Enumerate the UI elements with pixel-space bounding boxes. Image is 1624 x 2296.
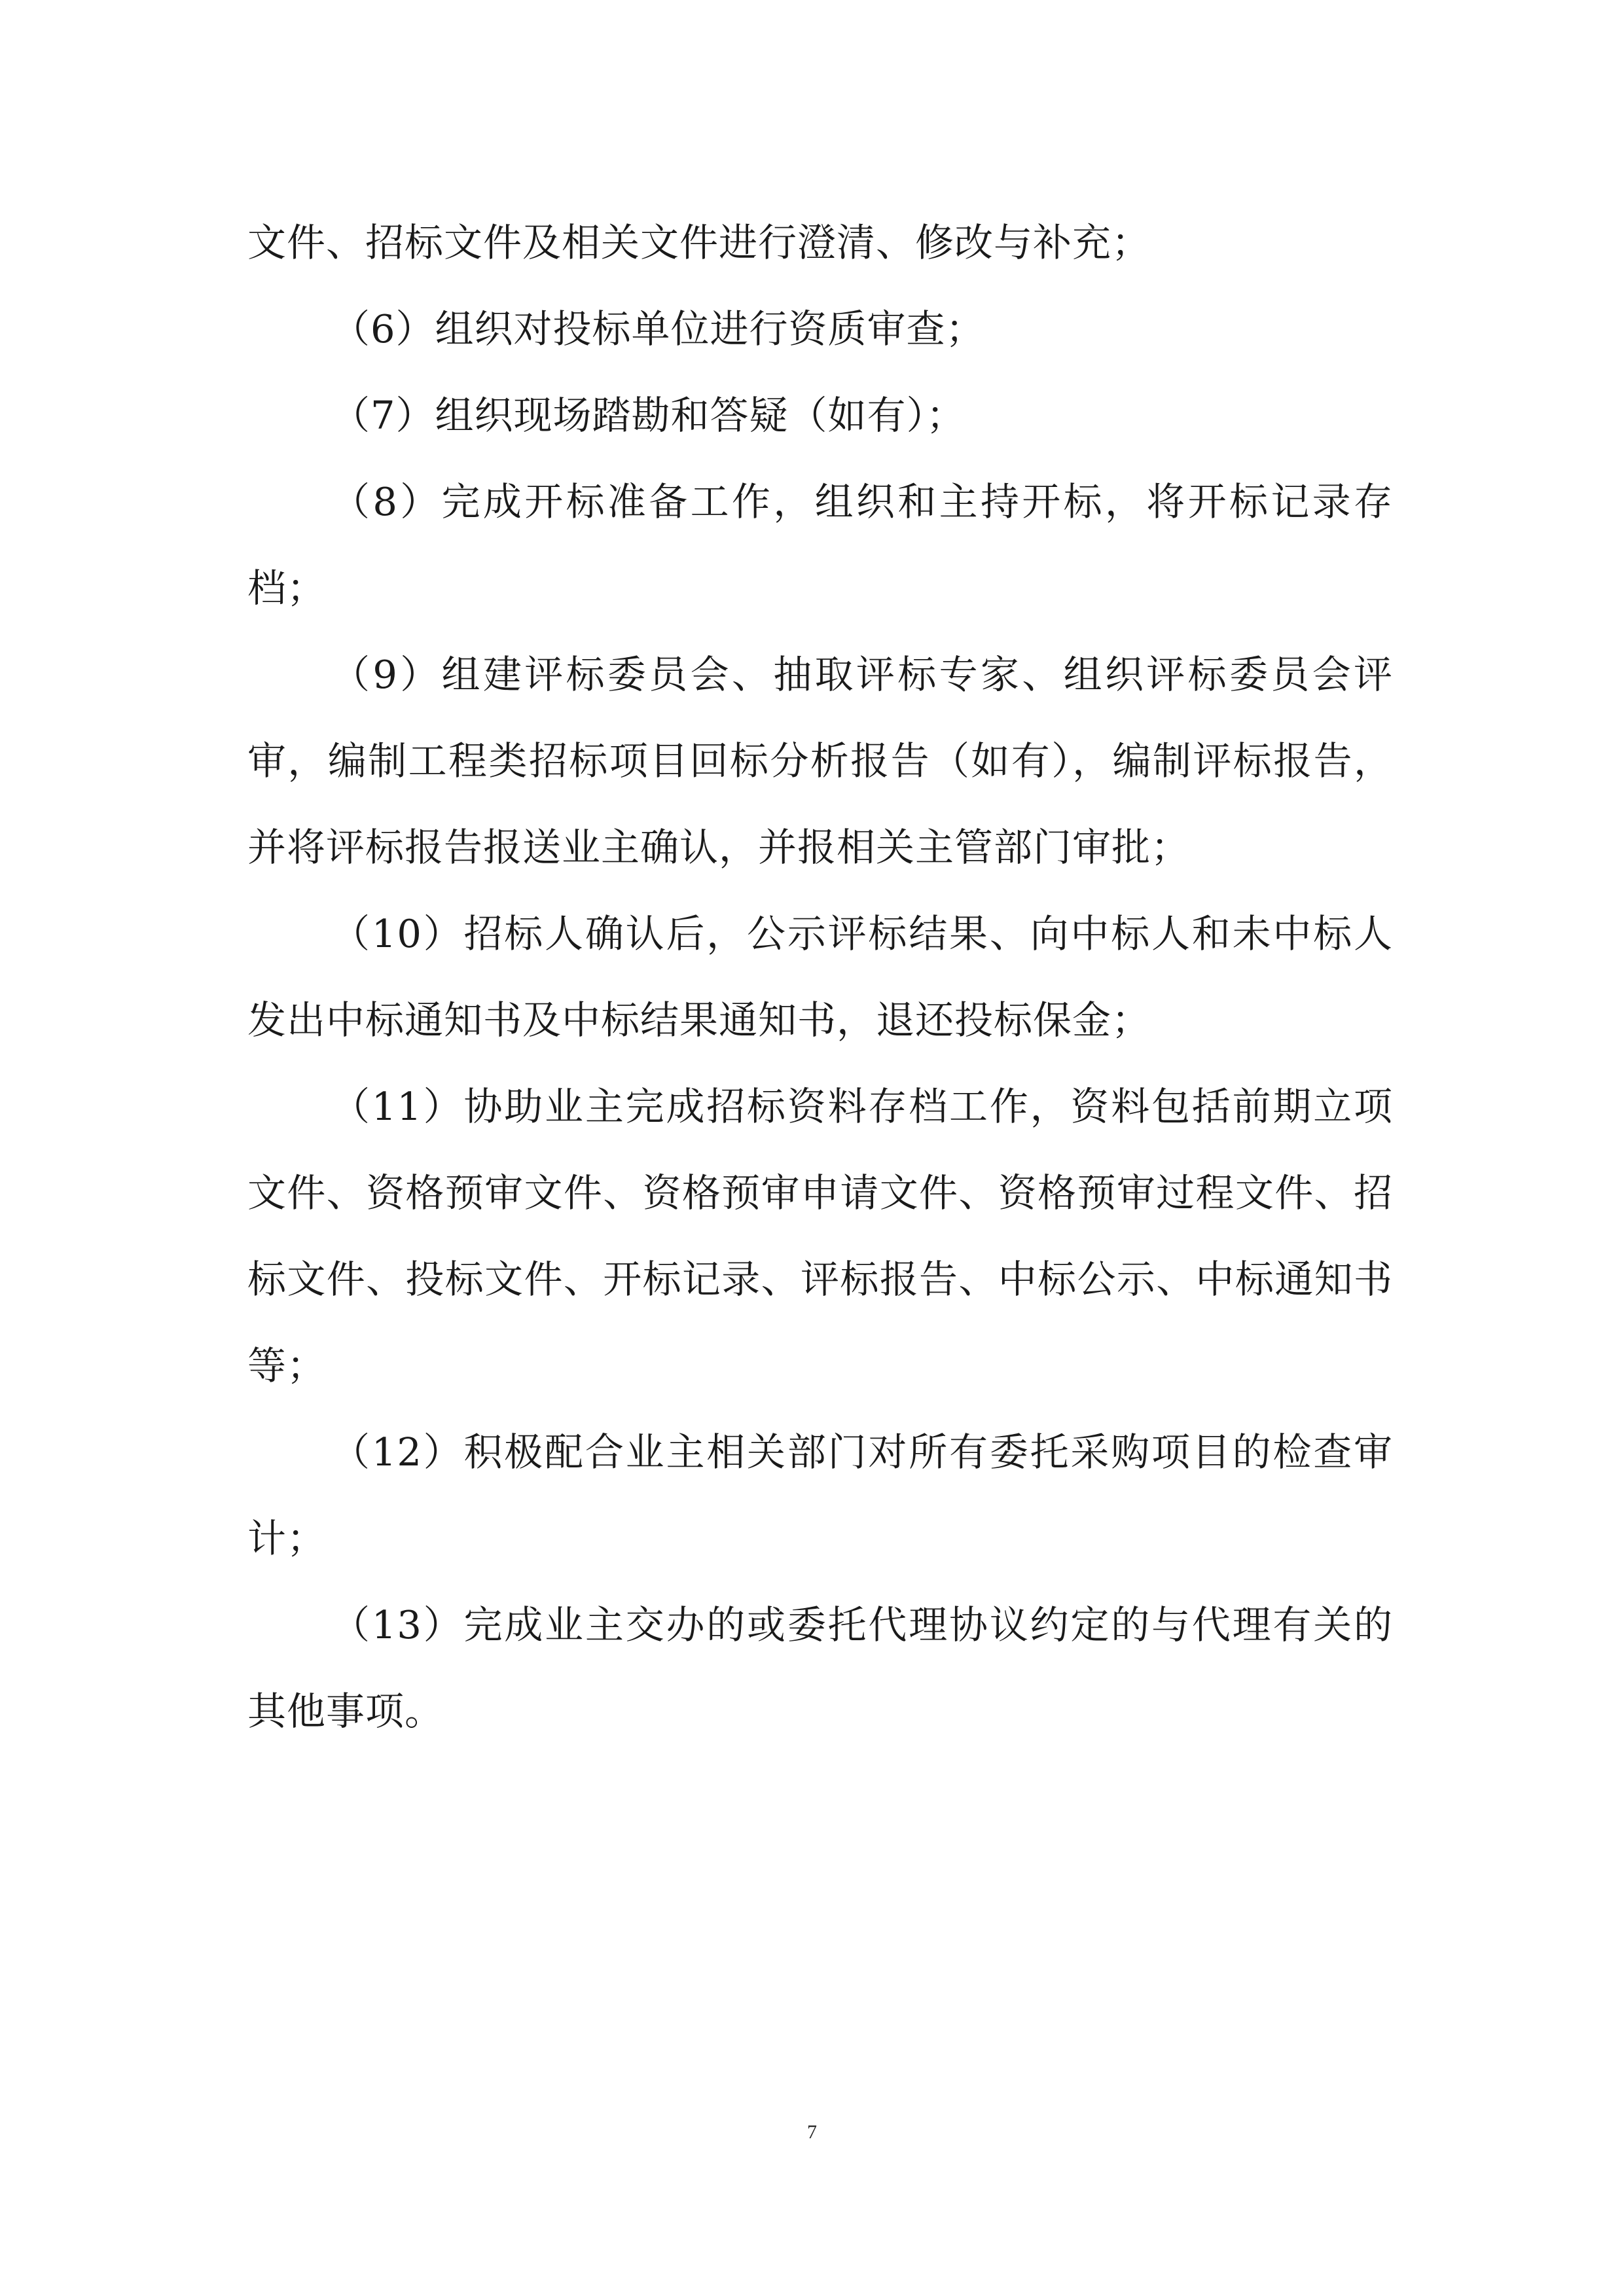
paragraph-item-12: （12）积极配合业主相关部门对所有委托采购项目的检查审计； — [247, 1429, 1393, 1561]
paragraph-item-7: （7）组织现场踏勘和答疑（如有）； — [331, 393, 966, 438]
paragraph-item-9: （9）组建评标委员会、抽取评标专家、组织评标委员会评审，编制工程类招标项目回标分析报告（如有），编制评标报告，并将评标报告报送业主确认，并报相关主管部门审批； — [247, 652, 1393, 870]
paragraph-item-6: （6）组织对投标单位进行资质审查； — [331, 306, 985, 351]
body-text — [247, 200, 1393, 1755]
paragraph-item-11: （11）协助业主完成招标资料存档工作，资料包括前期立项文件、资格预审文件、资格预审申请文件、资格预审过程文件、招标文件、投标文件、开标记录、评标报告、中标公示、中标通知书等； — [247, 1084, 1393, 1388]
paragraph-item-13: （13）完成业主交办的或委托代理协议约定的与代理有关的其他事项。 — [247, 1602, 1393, 1734]
page-number: 7 — [807, 2121, 817, 2143]
paragraph-continued: 文件、招标文件及相关文件进行澄清、修改与补充； — [247, 220, 1151, 265]
paragraph-item-8: （8）完成开标准备工作，组织和主持开标，将开标记录存档； — [247, 479, 1393, 611]
paragraph-item-10: （10）招标人确认后，公示评标结果、向中标人和未中标人发出中标通知书及中标结果通知书，退还投标保金； — [247, 911, 1393, 1043]
